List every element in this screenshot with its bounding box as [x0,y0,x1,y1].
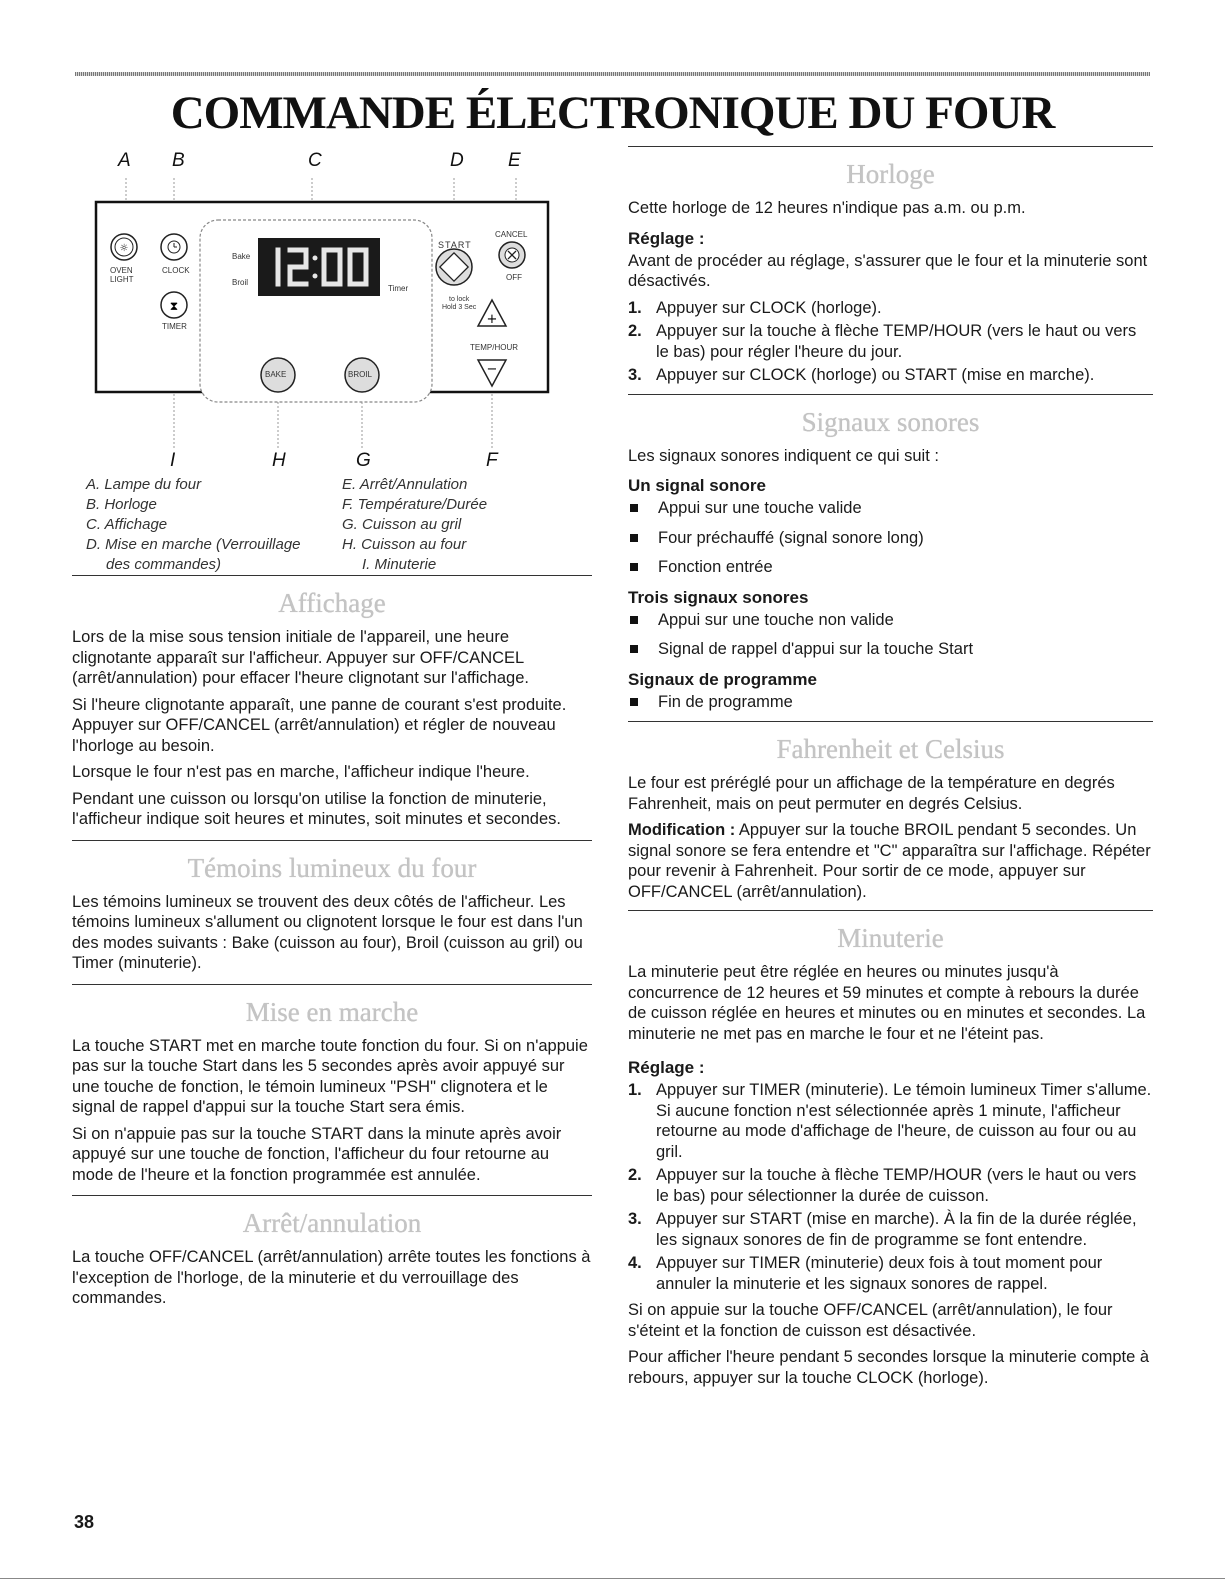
list-item: 1. Appuyer sur CLOCK (horloge). [628,298,882,317]
section-title-horloge: Horloge [846,159,935,189]
list-item: Fin de programme [628,692,1153,713]
section-title-arret: Arrêt/annulation [242,1208,422,1238]
paragraph: Cette horloge de 12 heures n'indique pas a.m. ou p.m. [628,199,1026,217]
horloge-steps [628,298,1153,386]
paragraph: Si on appuie sur la touche OFF/CANCEL (arrêt/annulation), le four s'éteint et la fonction de cuisson est désactivée. [628,1301,1113,1340]
legend-item: F. Température/Durée [342,496,488,513]
paragraph: Pour afficher l'heure pendant 5 secondes lorsque la minuterie compte à rebours, appuyer sur la touche CLOCK (horloge). [628,1348,1150,1387]
list-item: Four préchauffé (signal sonore long) [628,528,1153,549]
legend-item: E. Arrêt/Annulation [342,476,468,493]
list-item: Signal de rappel d'appui sur la touche Start [628,639,1153,660]
subheading: Trois signaux sonores [628,587,809,607]
page-number: 38 [74,1512,95,1532]
clock-label: CLOCK [162,266,190,275]
section-title-mise-en-marche: Mise en marche [245,996,419,1027]
callout-h: H [272,450,286,471]
section-divider [628,394,1153,395]
callout-c: C [308,150,322,171]
subheading: Réglage : [628,1058,705,1077]
temp-hour-label: TEMP/HOUR [470,343,518,352]
section-divider [72,575,592,576]
panel-drawing [72,150,592,470]
section-divider [628,910,1153,911]
legend-right-column [342,475,487,575]
list-item: 1. Appuyer sur TIMER (minuterie). Le témoin lumineux Timer s'allume. Si aucune fonction n'est sélectionnée après 1 minute, l'afficheur retourne au mode d'affichage de l'heure, de cuisson au four ou au gril. [628,1081,1152,1161]
broil-button[interactable]: BROIL [348,370,373,379]
paragraph: Pendant une cuisson ou lorsqu'on utilise la fonction de minuterie, l'afficheur indique soit heures et minutes, soit minutes et secondes. [72,789,561,828]
bullet-list [628,498,1153,578]
list-item: 2. Appuyer sur la touche à flèche TEMP/HOUR (vers le haut ou vers le bas) pour sélectionner la durée de cuisson. [628,1166,1137,1205]
section-title-affichage: Affichage [278,588,386,618]
bottom-rule [0,1578,1225,1579]
page-title: COMMANDE ÉLECTRONIQUE DU FOUR [170,87,1055,139]
paragraph: Si l'heure clignotante apparaît, une panne de courant s'est produite. Appuyer sur OFF/CANCEL (arrêt/annulation) et régler de nouveau l'horloge au besoin. [72,695,567,755]
callout-f: F [486,450,498,471]
off-label: OFF [506,273,522,282]
section-divider [628,721,1153,722]
bake-indicator: Bake [232,252,251,261]
paragraph: Les témoins lumineux se trouvent des deux côtés de l'afficheur. Les témoins lumineux s'allument ou clignotent lorsque le four est dans l'un des modes suivants : Bake (cuisson au four), Broil (cuisson au gril) ou Timer (minuterie). [72,892,583,972]
paragraph: La touche OFF/CANCEL (arrêt/annulation) arrête toutes les fonctions à l'exception de l'horloge, de la minuterie et du verrouillage des commandes. [72,1248,591,1307]
oven-light-label: OVEN LIGHT [110,266,134,284]
list-item: 3. Appuyer sur START (mise en marche). À la fin de la durée réglée, les signaux sonores de fin de programme se font entendre. [628,1210,1137,1249]
top-decorative-band [75,72,1150,76]
callout-d: D [450,150,464,171]
legend-item: A. Lampe du four [86,476,202,493]
legend-item: G. Cuisson au gril [342,516,462,533]
legend-item: D. Mise en marche (Verrouillage [86,536,301,553]
callout-i: I [170,450,176,471]
paragraph: Modification : Appuyer sur la touche BROIL pendant 5 secondes. Un signal sonore se fera entendre et "C" apparaîtra sur l'affichage. Répéter pour revenir à Fahrenheit. Pour sortir de ce mode, appuyer sur OFF/CANCEL (arrêt/annulation). [628,821,1151,901]
section-title-fahrenheit: Fahrenheit et Celsius [776,734,1005,764]
list-item: Fonction entrée [628,557,1153,578]
paragraph: Avant de procéder au réglage, s'assurer que le four et la minuterie sont désactivés. [628,251,1148,290]
start-label: START [438,240,472,250]
broil-indicator: Broil [232,278,249,287]
list-item: 2. Appuyer sur la touche à flèche TEMP/HOUR (vers le haut ou vers le bas) pour régler l'heure du jour. [628,322,1137,361]
list-item: Appui sur une touche non valide [628,610,1153,631]
legend-left-column [86,475,301,575]
timer-label: TIMER [162,322,187,331]
minuterie-steps [628,1080,1153,1294]
callout-g: G [356,450,371,471]
paragraph: Le four est préréglé pour un affichage de la température en degrés Fahrenheit, mais on peut permuter en degrés Celsius. [628,774,1115,813]
legend-item: C. Affichage [86,516,168,533]
legend-item: I. Minuterie [362,556,437,573]
paragraph: Lors de la mise sous tension initiale de l'appareil, une heure clignotante apparaît sur l'afficheur. Appuyer sur OFF/CANCEL (arrêt/annulation) pour effacer l'heure clignotant sur l'affichage. [72,628,529,687]
bake-button[interactable]: BAKE [265,370,287,379]
timer-indicator: Timer [388,284,409,293]
paragraph: Lorsque le four n'est pas en marche, l'afficheur indique l'heure. [72,763,530,781]
right-column [628,150,1153,1394]
lock-hint: to lock Hold 3 Sec [442,296,477,311]
section-divider [72,840,592,841]
legend-item: des commandes) [106,556,222,573]
subheading: Un signal sonore [628,476,766,495]
svg-text:⧗: ⧗ [169,299,179,313]
section-title-temoins: Témoins lumineux du four [187,852,477,883]
legend-item: H. Cuisson au four [342,536,467,553]
section-divider [72,1195,592,1196]
paragraph: La minuterie peut être réglée en heures ou minutes jusqu'à concurrence de 12 heures et 59 minutes et compte à rebours la durée de cuisson réglée en heures et minutes ou en minutes et secondes. La minuterie ne met pas en marche le four et ne l'éteint pas. [628,963,1146,1043]
callout-b: B [172,150,185,171]
section-divider [628,146,1153,147]
left-column [72,150,592,1315]
paragraph: Si on n'appuie pas sur la touche START dans la minute après avoir appuyé sur une touche de fonction, l'afficheur du four retourne au mode de l'heure et la fonction programmée est annulée. [72,1124,562,1184]
callout-a: A [118,150,131,171]
list-item: 3. Appuyer sur CLOCK (horloge) ou START (mise en marche). [628,366,1095,384]
svg-text:−: − [486,362,498,377]
bullet-list [628,610,1153,660]
subheading: Signaux de programme [628,669,817,689]
section-divider [72,984,592,985]
section-title-minuterie: Minuterie [837,923,944,953]
legend-item: B. Horloge [86,496,157,513]
list-item: 4. Appuyer sur TIMER (minuterie) deux fois à tout moment pour annuler la minuterie et les signaux sonores de rappel. [628,1254,1103,1293]
bullet-list [628,692,1153,713]
control-panel-diagram [72,150,592,575]
section-title-signaux: Signaux sonores [801,406,980,437]
cancel-label: CANCEL [495,230,528,239]
svg-text:+: + [486,312,498,327]
paragraph: Les signaux sonores indiquent ce qui suit : [628,446,939,465]
list-item: Appui sur une touche valide [628,498,1153,519]
paragraph: La touche START met en marche toute fonction du four. Si on n'appuie pas sur la touche Start dans les 5 secondes après avoir appuyé sur une touche de fonction, le témoin lumineux "PSH" clignotera et le signal de rappel d'appui sur la touche Start sera émis. [72,1036,588,1116]
callout-e: E [508,150,521,171]
svg-text:☼: ☼ [119,243,129,254]
subheading: Réglage : [628,228,705,248]
